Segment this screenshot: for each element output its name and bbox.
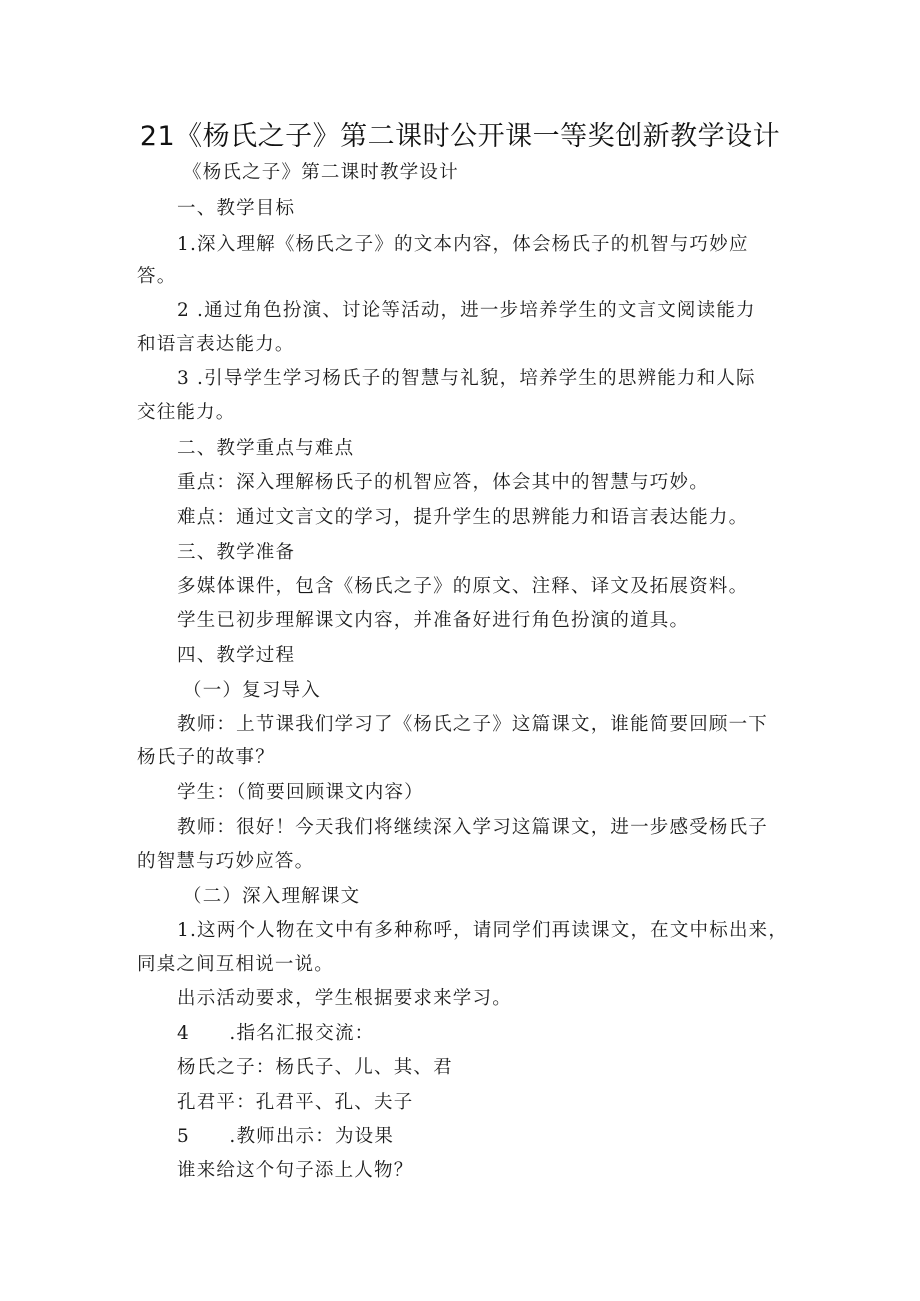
- paragraph-line: 孔君平：孔君平、孔、夫子: [177, 1092, 414, 1113]
- section-heading-process: 四、教学过程: [177, 645, 296, 666]
- paragraph-line: 2 .通过角色扮演、讨论等活动，进一步培养学生的文言文阅读能力: [177, 300, 756, 321]
- paragraph-line: 难点：通过文言文的学习，提升学生的思辨能力和语言表达能力。: [177, 507, 749, 528]
- subsection-heading-review: （一）复习导入: [183, 680, 321, 701]
- paragraph-line: 和语言表达能力。: [137, 334, 295, 355]
- paragraph-line: 5 .教师出示：为设果: [177, 1126, 395, 1147]
- paragraph-line: 杨氏子的故事？: [137, 747, 275, 768]
- paragraph-line: 交往能力。: [137, 402, 236, 423]
- subsection-heading-understanding: （二）深入理解课文: [183, 886, 361, 907]
- paragraph-line: 4 .指名汇报交流：: [177, 1023, 375, 1044]
- paragraph-line: 杨氏之子：杨氏子、儿、其、君: [177, 1057, 453, 1078]
- paragraph-line: 谁来给这个句子添上人物？: [177, 1160, 414, 1181]
- paragraph-line: 1.这两个人物在文中有多种称呼，请同学们再读课文，在文中标出来，: [177, 920, 789, 941]
- section-heading-preparation: 三、教学准备: [177, 542, 296, 563]
- paragraph-line: 学生已初步理解课文内容，并准备好进行角色扮演的道具。: [177, 610, 690, 631]
- paragraph-line: 教师：很好！今天我们将继续深入学习这篇课文，进一步感受杨氏子: [177, 817, 769, 838]
- section-heading-goals: 一、教学目标: [177, 198, 296, 219]
- paragraph-line: 的智慧与巧妙应答。: [137, 851, 315, 872]
- paragraph-line: 出示活动要求，学生根据要求来学习。: [177, 988, 512, 1009]
- section-heading-keypoints: 二、教学重点与难点: [177, 438, 355, 459]
- paragraph-line: 3 .引导学生学习杨氏子的智慧与礼貌，培养学生的思辨能力和人际: [177, 368, 756, 389]
- paragraph-line: 教师：上节课我们学习了《杨氏之子》这篇课文，谁能简要回顾一下: [177, 714, 769, 735]
- paragraph-line: 1.深入理解《杨氏之子》的文本内容，体会杨氏子的机智与巧妙应: [177, 234, 749, 255]
- paragraph-line: 多媒体课件，包含《杨氏之子》的原文、注释、译文及拓展资料。: [177, 576, 749, 597]
- document-title: 21《杨氏之子》第二课时公开课一等奖创新教学设计: [139, 121, 781, 152]
- paragraph-line: 学生：（简要回顾课文内容）: [177, 782, 424, 803]
- paragraph-line: 重点：深入理解杨氏子的机智应答，体会其中的智慧与巧妙。: [177, 472, 709, 493]
- paragraph-line: 答。: [137, 266, 177, 287]
- paragraph-line: 同桌之间互相说一说。: [137, 954, 335, 975]
- subtitle-line: 《杨氏之子》第二课时教学设计: [183, 162, 459, 183]
